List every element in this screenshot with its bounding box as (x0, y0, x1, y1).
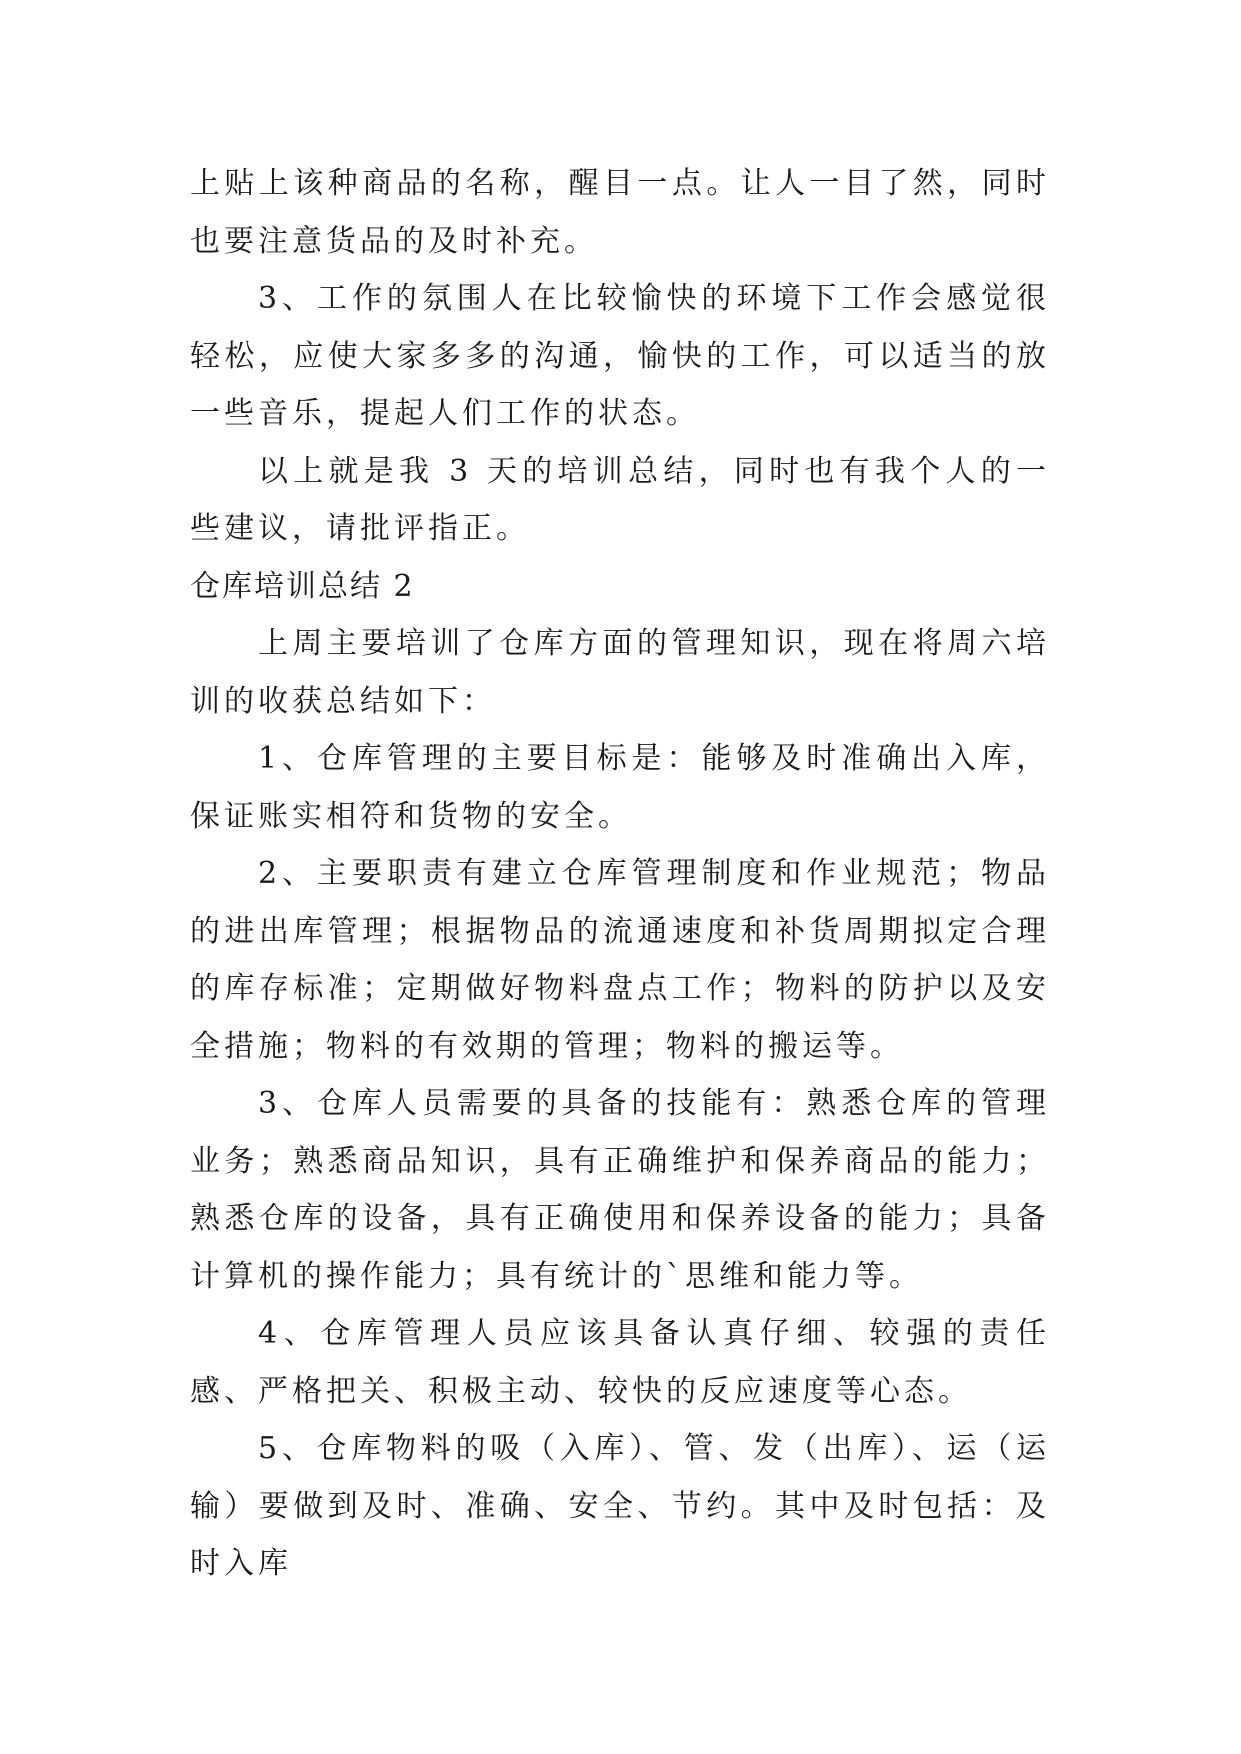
paragraph-item-2: 2、主要职责有建立仓库管理制度和作业规范；物品的进出库管理；根据物品的流通速度和补货周期拟定合理的库存标准；定期做好物料盘点工作；物料的防护以及安全措施；物料的有效期的管理；物料的搬运等。 (190, 856, 1050, 1064)
paragraph-item-4: 4、仓库管理人员应该具备认真仔细、较强的责任感、严格把关、积极主动、较快的反应速度等心态。 (190, 1316, 1050, 1409)
section-heading: 仓库培训总结 2 (190, 568, 415, 604)
paragraph-intro: 上周主要培训了仓库方面的管理知识，现在将周六培训的收获总结如下： (190, 626, 1050, 719)
paragraph-work-atmosphere: 3、工作的氛围人在比较愉快的环境下工作会感觉很轻松，应使大家多多的沟通，愉快的工作，可以适当的放一些音乐，提起人们工作的状态。 (190, 281, 1050, 431)
document-body (190, 155, 1050, 1593)
paragraph-summary-closing: 以上就是我 3 天的培训总结，同时也有我个人的一些建议，请批评指正。 (190, 453, 1050, 546)
paragraph-item-1: 1、仓库管理的主要目标是：能够及时准确出入库，保证账实相符和货物的安全。 (190, 741, 1050, 834)
paragraph-item-3: 3、仓库人员需要的具备的技能有：熟悉仓库的管理业务；熟悉商品知识，具有正确维护和保养商品的能力；熟悉仓库的设备，具有正确使用和保养设备的能力；具备计算机的操作能力；具有统计的`思维和能力等。 (190, 1086, 1050, 1294)
paragraph-item-5: 5、仓库物料的吸（入库）、管、发（出库）、运（运输）要做到及时、准确、安全、节约。其中及时包括：及时入库 (190, 1431, 1050, 1581)
paragraph-continuation: 上贴上该种商品的名称，醒目一点。让人一目了然，同时也要注意货品的及时补充。 (190, 166, 1050, 259)
